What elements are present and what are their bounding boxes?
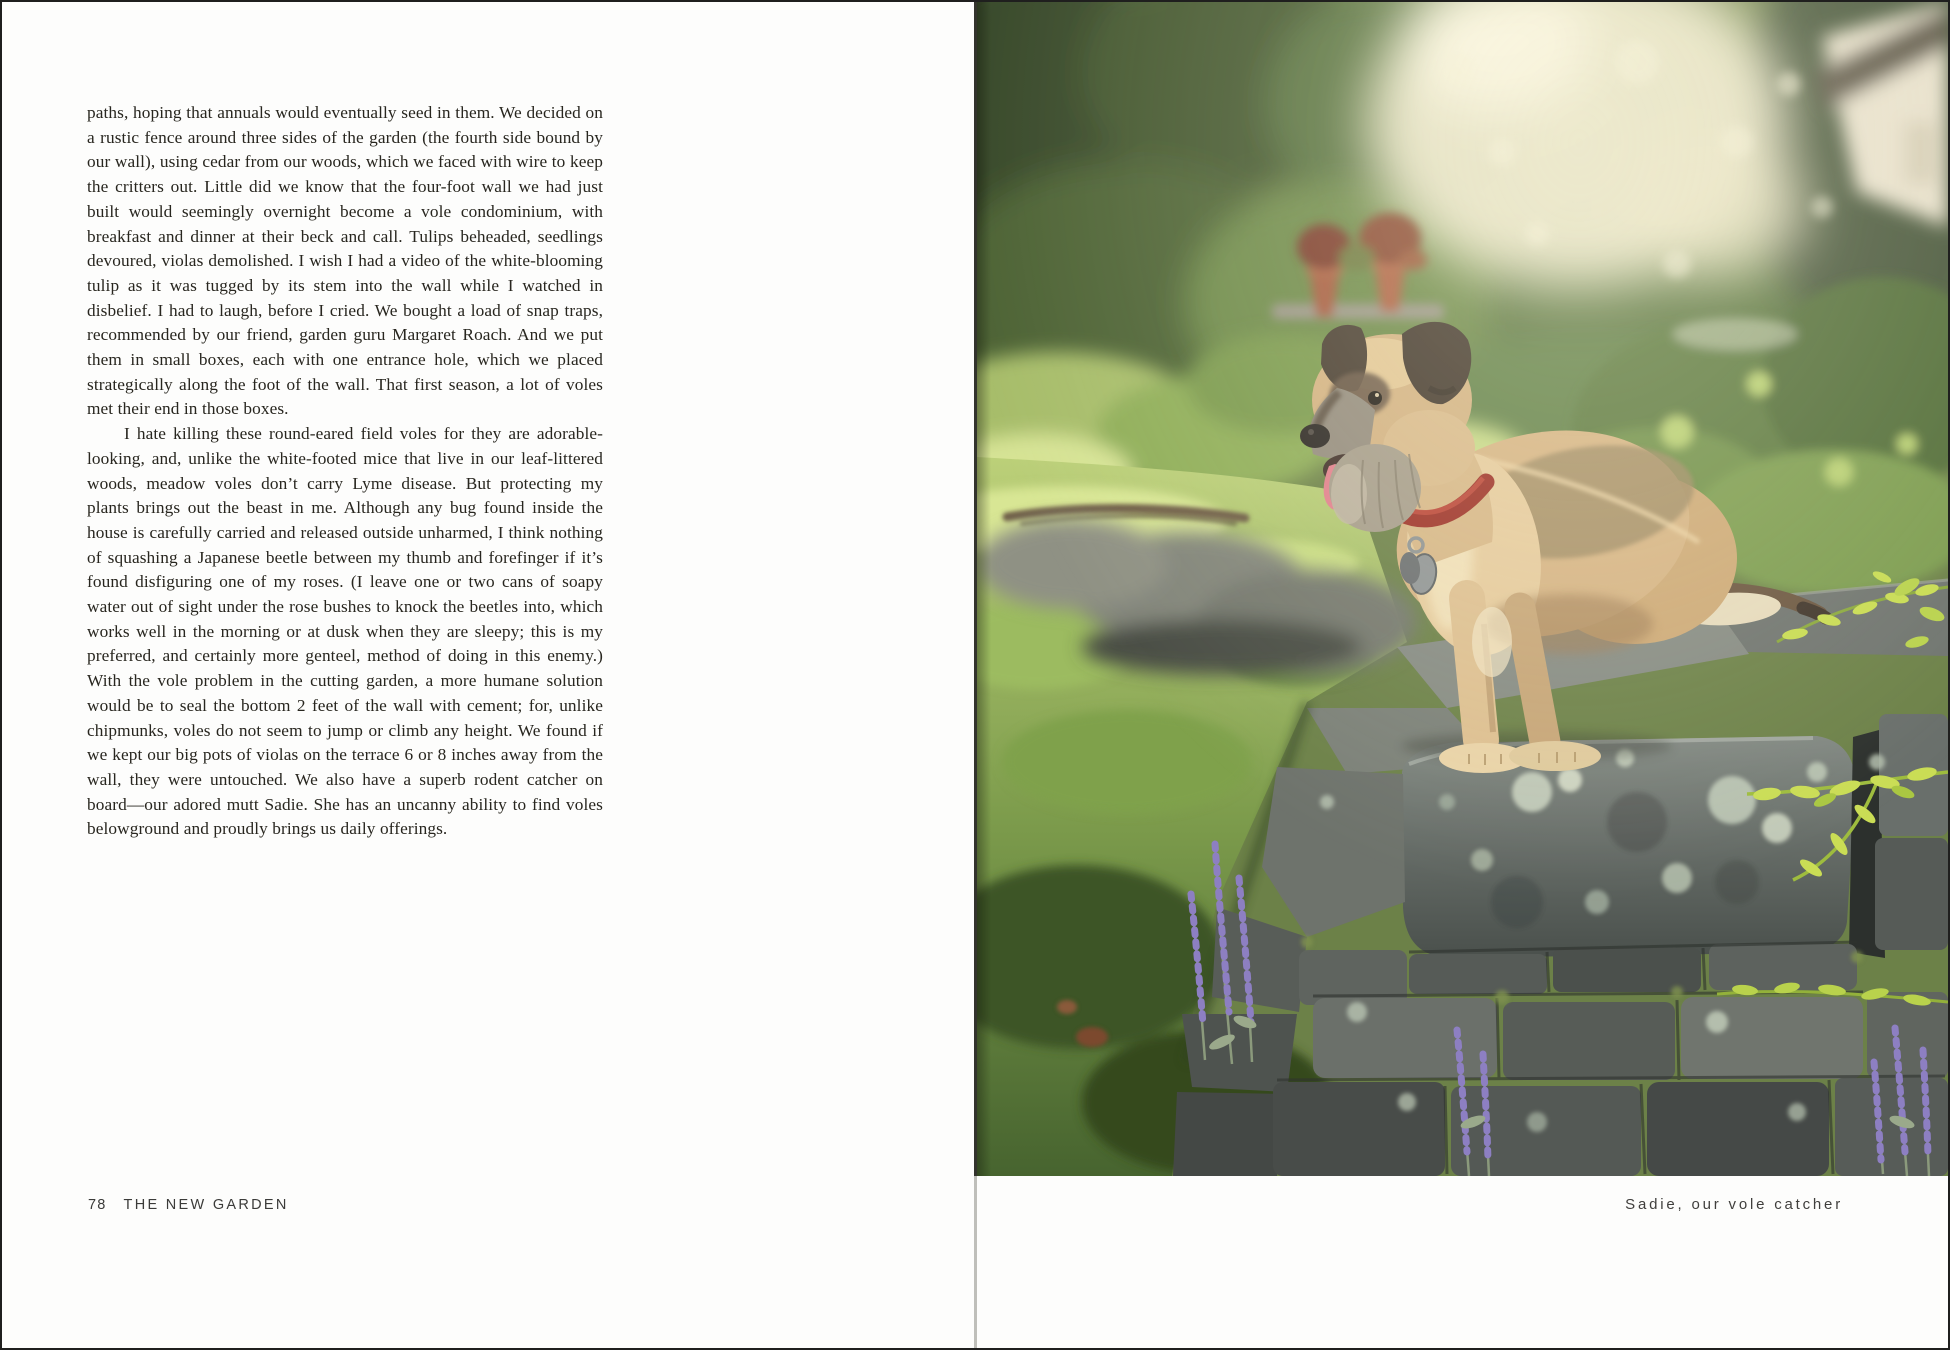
photo-haze [977, 2, 1948, 1176]
page-gutter-lower [974, 1176, 977, 1348]
photo-gutter-shadow [977, 2, 991, 1176]
photo-caption: Sadie, our vole catcher [1625, 1196, 1843, 1213]
body-paragraph-2: I hate killing these round-eared field voles for they are adorable-looking, and, unlike the white-footed mice that live in our leaf-littered woods, meadow voles don’t carry Lyme disease. But protecting my plants brings out the beast in me. Although any bug found inside the house is carefully carried and released outside unharmed, I think nothing of squashing a Japanese beetle between my thumb and forefinger if it’s found disfiguring one of my roses. (I leave one or two cans of soapy water out of sight under the rose bushes to knock the beetles into, which works well in the morning or at dusk when they are sleepy; this is my preferred, and certainly more genteel, method of doing in this enemy.) With the vole problem in the cutting garden, a more humane solution would be to seal the bottom 2 feet of the wall with cement; for, unlike chipmunks, voles do not seem to jump or climb any height. We found if we kept our big pots of violas on the terrace 6 or 8 inches away from the wall, they were untouched. We also have a superb rodent catcher on board—our adored mutt Sadie. She has an uncanny ability to find voles belowground and proudly brings us daily offerings. [87, 424, 603, 839]
page-footer [88, 1197, 289, 1213]
body-text [87, 101, 603, 842]
body-paragraph-1: paths, hoping that annuals would eventually seed in them. We decided on a rustic fence around three sides of the garden (the fourth side bound by our wall), using cedar from our woods, which we faced with wire to keep the critters out. Little did we know that the four-foot wall we had just built would seemingly overnight become a vole condominium, with breakfast and dinner at their beck and call. Tulips beheaded, seedlings devoured, violas demolished. I wish I had a video of the white-blooming tulip as it was tugged by its stem into the wall while I watched in disbelief. I had to laugh, before I cried. We bought a load of snap traps, recommended by our friend, garden guru Margaret Roach. And we put them in small boxes, each with one entrance hole, which we placed strategically along the foot of the wall. That first season, a lot of voles met their end in those boxes. [87, 103, 603, 419]
running-title: THE NEW GARDEN [123, 1197, 289, 1213]
photo-illustration [977, 2, 1948, 1176]
left-page [2, 2, 973, 1348]
page-number: 78 [88, 1197, 107, 1213]
page-gutter [974, 0, 977, 1350]
photo-sadie [977, 2, 1948, 1176]
